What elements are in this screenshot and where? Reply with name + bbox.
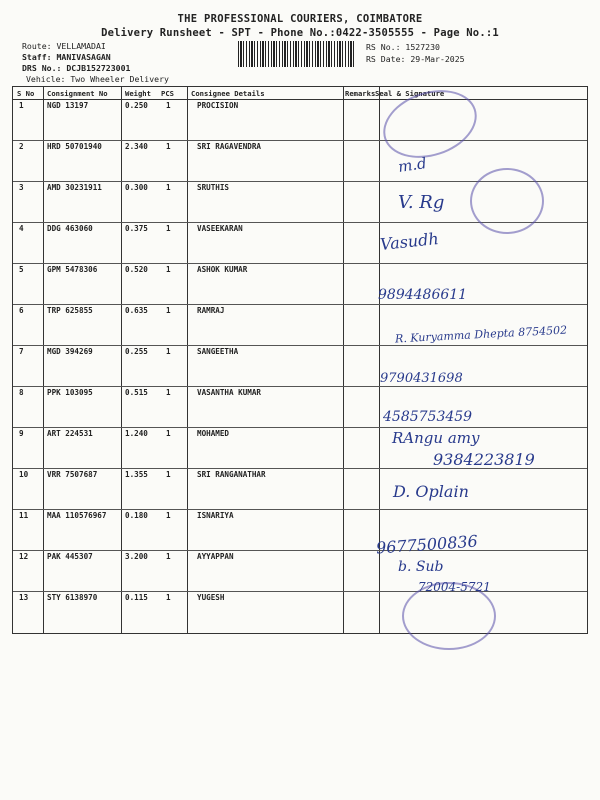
handwritten-phone: 9677500836	[375, 531, 479, 558]
cell-consignment: STY 6138970	[47, 593, 98, 602]
cell-sno: 9	[19, 429, 24, 438]
cell-sno: 12	[19, 552, 29, 561]
cell-pcs: 1	[166, 101, 171, 110]
col-header-consignment: Consignment No	[47, 89, 108, 98]
cell-consignment: ART 224531	[47, 429, 93, 438]
handwritten-phone: 72004-5721	[418, 580, 491, 594]
cell-pcs: 1	[166, 593, 171, 602]
handwritten-signature: D. Oplain	[393, 482, 469, 501]
cell-pcs: 1	[166, 142, 171, 151]
col-header-weight: Weight	[125, 89, 151, 98]
cell-consignment: TRP 625855	[47, 306, 93, 315]
handwritten-signature: RAngu amy	[392, 429, 480, 447]
cell-consignee: MOHAMED	[197, 429, 230, 438]
cell-pcs: 1	[166, 224, 171, 233]
cell-consignment: NGD 13197	[47, 101, 89, 110]
route-label: Route: VELLAMADAI	[22, 41, 106, 51]
cell-sno: 1	[19, 101, 24, 110]
col-header-consignee: Consignee Details	[191, 89, 265, 98]
cell-consignee: YUGESH	[197, 593, 225, 602]
cell-consignment: GPM 5478306	[47, 265, 98, 274]
table-row	[13, 99, 587, 141]
staff-label: Staff: MANIVASAGAN	[22, 52, 111, 62]
cell-consignment: MAA 110576967	[47, 511, 107, 520]
cell-consignee: AYYAPPAN	[197, 552, 234, 561]
cell-weight: 0.520	[125, 265, 148, 274]
cell-weight: 0.300	[125, 183, 148, 192]
handwritten-phone: 9790431698	[380, 371, 463, 386]
cell-weight: 0.255	[125, 347, 148, 356]
cell-sno: 2	[19, 142, 24, 151]
cell-consignee: ISNARIYA	[197, 511, 234, 520]
cell-consignment: PPK 103095	[47, 388, 93, 397]
col-header-sno: S No	[17, 89, 35, 98]
cell-consignee: VASEEKARAN	[197, 224, 243, 233]
cell-pcs: 1	[166, 306, 171, 315]
cell-weight: 0.375	[125, 224, 148, 233]
runsheet-subtitle: Delivery Runsheet - SPT - Phone No.:0422-3505555 - Page No.:1	[101, 27, 499, 39]
table-row	[13, 468, 587, 510]
table-row	[13, 591, 587, 632]
cell-sno: 8	[19, 388, 24, 397]
cell-consignee: VASANTHA KUMAR	[197, 388, 262, 397]
cell-weight: 0.635	[125, 306, 148, 315]
barcode-image	[238, 41, 356, 67]
handwritten-signature: b. Sub	[398, 559, 444, 575]
cell-sno: 3	[19, 183, 24, 192]
cell-consignment: PAK 445307	[47, 552, 93, 561]
table-row	[13, 345, 587, 387]
handwritten-signature: Vasudh	[379, 228, 440, 255]
drs-number: DRS No.: DCJB152723001	[22, 63, 131, 73]
cell-pcs: 1	[166, 265, 171, 274]
cell-consignee: RAMRAJ	[197, 306, 225, 315]
cell-consignee: SRI RANGANATHAR	[197, 470, 266, 479]
company-title: THE PROFESSIONAL COURIERS, COIMBATORE	[177, 13, 423, 25]
cell-sno: 5	[19, 265, 24, 274]
cell-weight: 0.515	[125, 388, 148, 397]
cell-consignment: AMD 30231911	[47, 183, 102, 192]
cell-weight: 3.200	[125, 552, 148, 561]
cell-pcs: 1	[166, 470, 171, 479]
table-row	[13, 509, 587, 551]
rs-number: RS No.: 1527230	[366, 42, 440, 52]
cell-pcs: 1	[166, 388, 171, 397]
cell-consignment: HRD 50701940	[47, 142, 102, 151]
cell-pcs: 1	[166, 552, 171, 561]
cell-sno: 6	[19, 306, 24, 315]
handwritten-phone: 9894486611	[378, 287, 468, 303]
cell-weight: 1.355	[125, 470, 148, 479]
col-header-pcs: PCS	[161, 89, 174, 98]
handwritten-signature: R. Kuryamma Dhepta 8754502	[394, 323, 568, 346]
col-header-signature: Seal & Signature	[375, 89, 445, 98]
cell-pcs: 1	[166, 183, 171, 192]
cell-consignee: SRI RAGAVENDRA	[197, 142, 262, 151]
cell-pcs: 1	[166, 429, 171, 438]
cell-sno: 13	[19, 593, 29, 602]
cell-weight: 2.340	[125, 142, 148, 151]
cell-consignee: PROCISION	[197, 101, 239, 110]
vehicle-label: Vehicle: Two Wheeler Delivery	[26, 74, 169, 84]
cell-consignee: ASHOK KUMAR	[197, 265, 248, 274]
handwritten-phone: 9384223819	[433, 450, 535, 469]
handwritten-phone: 4585753459	[383, 409, 473, 425]
courier-seal-stamp	[470, 168, 544, 234]
cell-consignee: SANGEETHA	[197, 347, 239, 356]
cell-consignee: SRUTHIS	[197, 183, 230, 192]
cell-weight: 0.115	[125, 593, 148, 602]
table-row	[13, 386, 587, 428]
table-row	[13, 550, 587, 592]
cell-pcs: 1	[166, 511, 171, 520]
table-row	[13, 263, 587, 305]
cell-consignment: MGD 394269	[47, 347, 93, 356]
cell-consignment: DDG 463060	[47, 224, 93, 233]
rs-date: RS Date: 29-Mar-2025	[366, 54, 465, 64]
handwritten-signature: V. Rg	[398, 192, 445, 213]
cell-sno: 10	[19, 470, 29, 479]
cell-weight: 0.180	[125, 511, 148, 520]
col-header-remarks: Remarks	[345, 89, 376, 98]
cell-sno: 11	[19, 511, 29, 520]
cell-consignment: VRR 7507687	[47, 470, 98, 479]
cell-sno: 4	[19, 224, 24, 233]
cell-sno: 7	[19, 347, 24, 356]
handwritten-signature: m.d	[396, 154, 428, 176]
cell-weight: 0.250	[125, 101, 148, 110]
cell-weight: 1.240	[125, 429, 148, 438]
cell-pcs: 1	[166, 347, 171, 356]
